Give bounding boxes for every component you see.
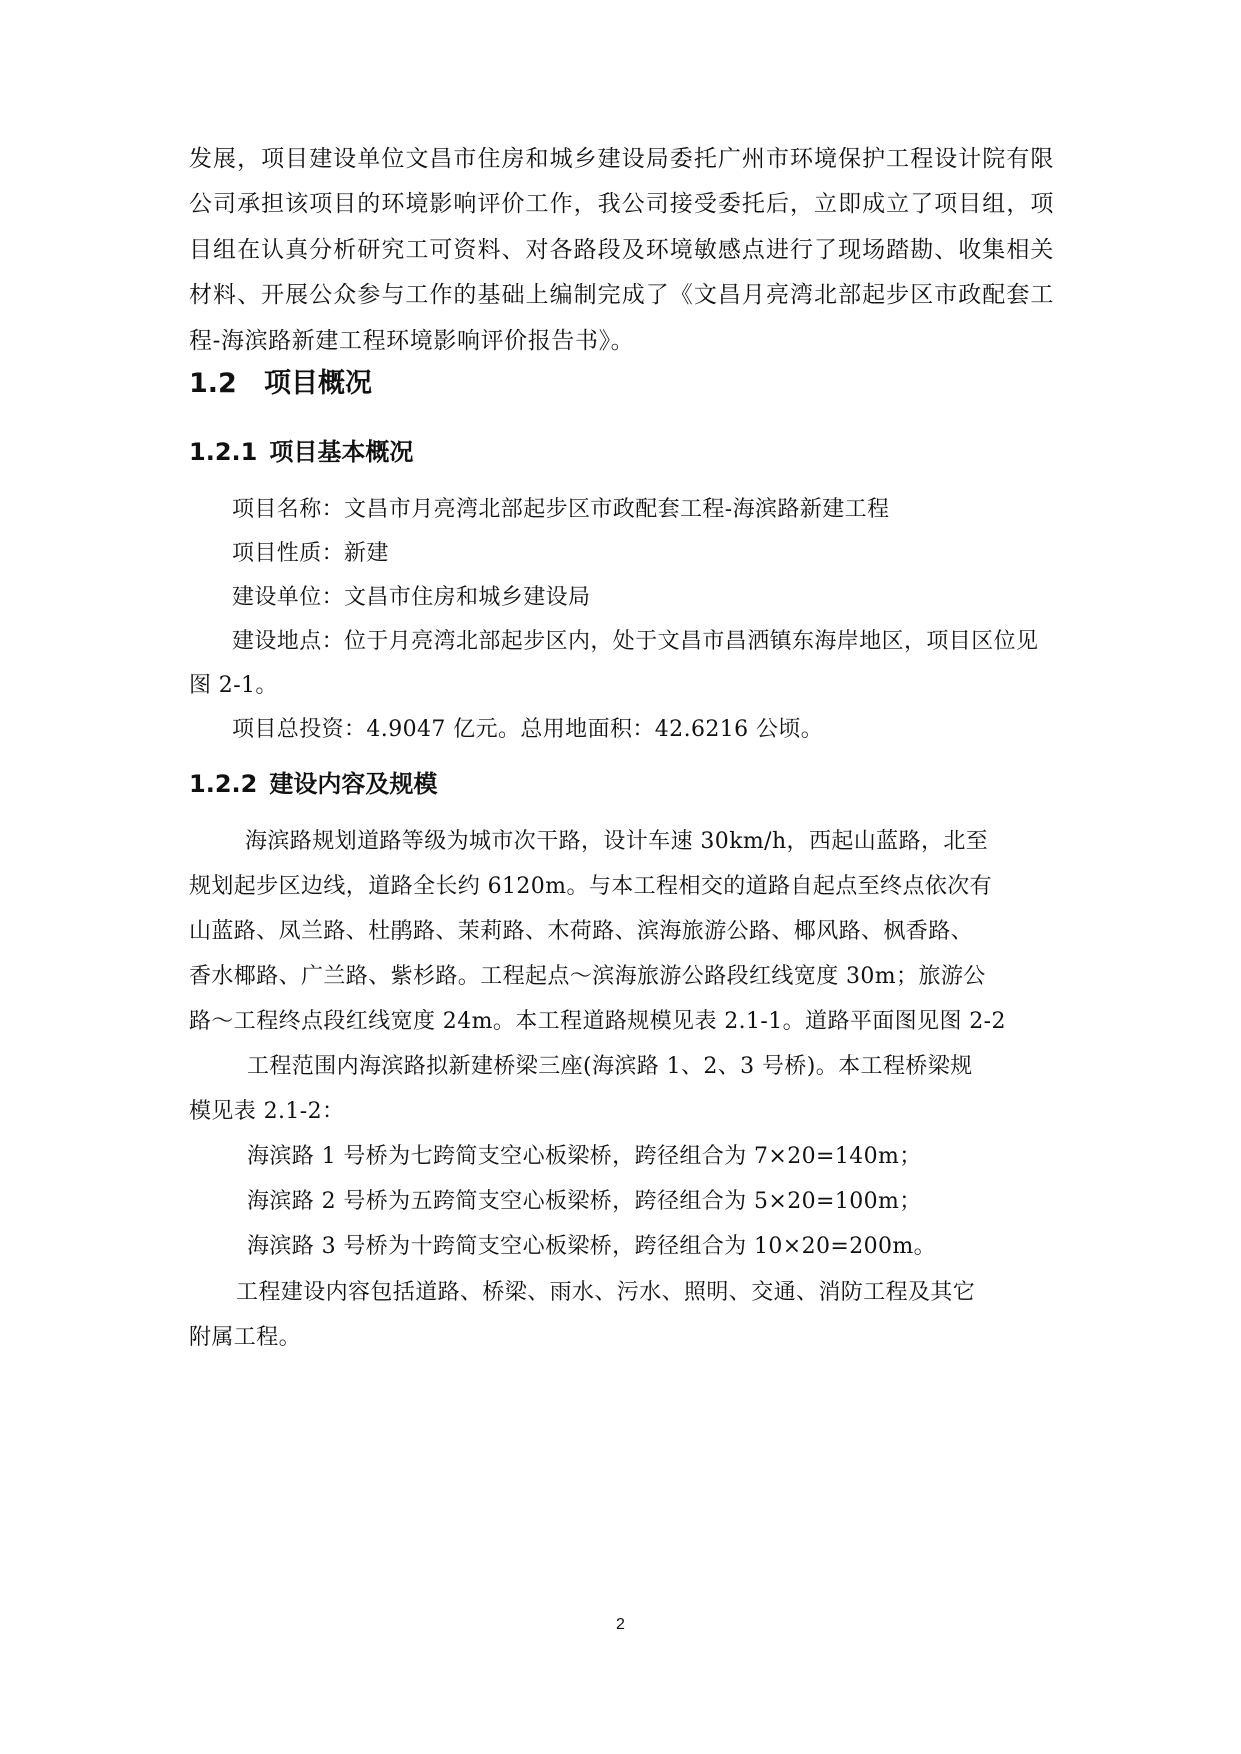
scale-line: 路～工程终点段红线宽度 24m。本工程道路规模见表 2.1-1。道路平面图见图 2-2 <box>189 1009 1006 1034</box>
scale-line: 山蓝路、凤兰路、杜鹃路、茉莉路、木荷路、滨海旅游公路、椰风路、枫香路、 <box>189 919 974 944</box>
bridge-intro-line: 工程范围内海滨路拟新建桥梁三座(海滨路 1、2、3 号桥)。本工程桥梁规 <box>247 1054 973 1079</box>
bridge-item: 海滨路 1 号桥为七跨简支空心板梁桥，跨径组合为 7×20=140m； <box>247 1144 922 1169</box>
section-heading-1-2 <box>189 361 372 400</box>
location-line-cont: 图 2-1。 <box>189 673 278 698</box>
bridge-item: 海滨路 2 号桥为五跨简支空心板梁桥，跨径组合为 5×20=100m； <box>247 1189 922 1214</box>
section-heading-1-2-2 <box>189 764 437 799</box>
investment-line: 项目总投资：4.9047 亿元。总用地面积：42.6216 公顷。 <box>232 717 824 742</box>
scale-line: 海滨路规划道路等级为城市次干路，设计车速 30km/h，西起山蓝路，北至 <box>245 829 989 854</box>
scope-line-cont: 附属工程。 <box>189 1325 302 1350</box>
section-heading-1-2-1 <box>189 432 413 467</box>
section-title: 项目概况 <box>264 368 372 399</box>
intro-paragraph: 发展，项目建设单位文昌市住房和城乡建设局委托广州市环境保护工程设计院有限公司承担该项目的环境影响评价工作，我公司接受委托后，立即成立了项目组，项目组在认真分析研究工可资料、对各路段及环境敏感点进行了现场踏勘、收集相关材料、开展公众参与工作的基础上编制完成了《文昌月亮湾北部起步区市政配套工程-海滨路新建工程环境影响评价报告书》。 <box>189 146 1054 354</box>
scale-line: 香水椰路、广兰路、紫杉路。工程起点～滨海旅游公路段红线宽度 30m；旅游公 <box>189 964 986 989</box>
scale-line: 规划起步区边线，道路全长约 6120m。与本工程相交的道路自起点至终点依次有 <box>189 874 993 899</box>
section-number: 1.2.1 <box>189 438 258 466</box>
scope-line: 工程建设内容包括道路、桥梁、雨水、污水、照明、交通、消防工程及其它 <box>236 1280 976 1305</box>
project-name-line: 项目名称：文昌市月亮湾北部起步区市政配套工程-海滨路新建工程 <box>232 497 890 522</box>
section-title: 建设内容及规模 <box>269 770 438 798</box>
bridge-intro-line-cont: 模见表 2.1-2： <box>189 1099 345 1124</box>
section-number: 1.2.2 <box>189 770 258 798</box>
section-title: 项目基本概况 <box>269 438 414 466</box>
location-line: 建设地点：位于月亮湾北部起步区内，处于文昌市昌洒镇东海岸地区，项目区位见 <box>232 629 1039 654</box>
section-number: 1.2 <box>189 368 237 399</box>
bridge-item: 海滨路 3 号桥为十跨简支空心板梁桥，跨径组合为 10×20=200m。 <box>247 1234 937 1259</box>
project-nature-line: 项目性质：新建 <box>232 541 389 566</box>
builder-line: 建设单位：文昌市住房和城乡建设局 <box>232 585 591 610</box>
page-number: 2 <box>616 1616 625 1633</box>
